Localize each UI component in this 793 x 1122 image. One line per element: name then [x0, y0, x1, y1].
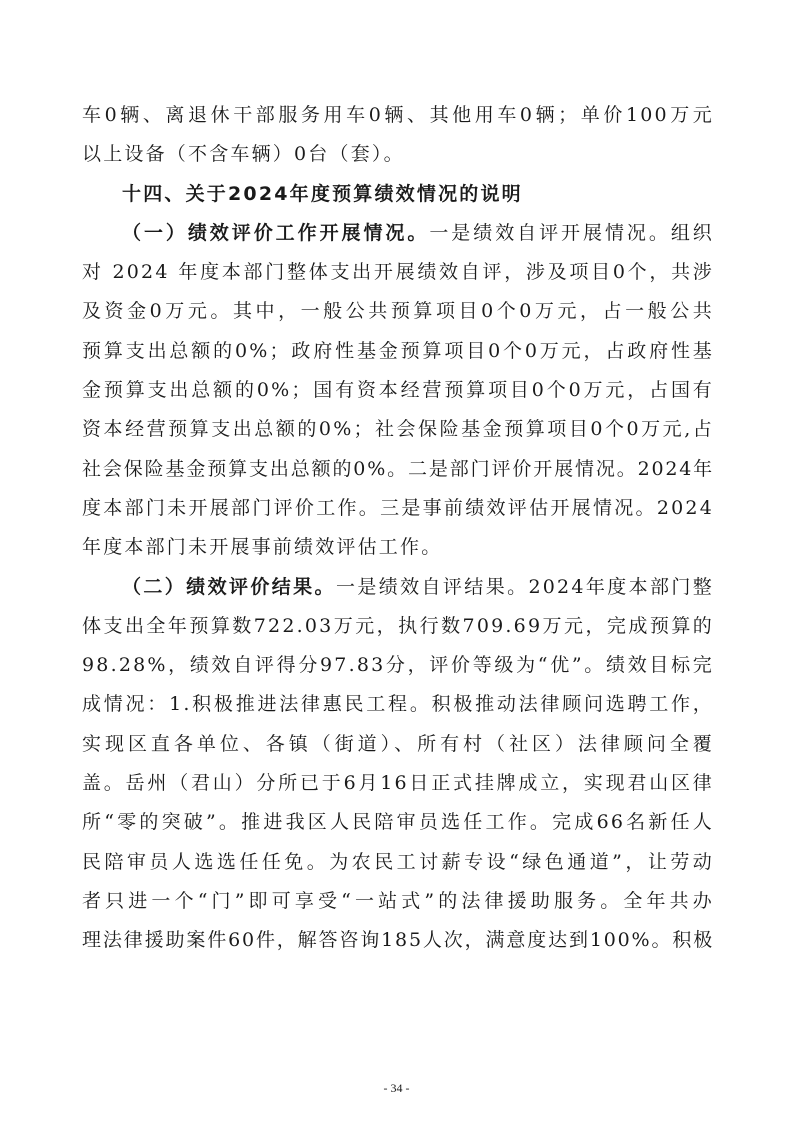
page-number: - 34 -	[383, 1081, 410, 1095]
text-line: 年度本部门未开展事前绩效评估工作。	[82, 536, 443, 559]
text-line: 预算支出总额的0%；政府性基金预算项目0个0万元，占政府性基	[82, 339, 714, 362]
text-span: 一是绩效自评开展情况。组织	[429, 221, 714, 244]
text-line: 车0辆、离退休干部服务用车0辆、其他用车0辆；单价100万元	[82, 104, 714, 126]
subsection-heading: （二）绩效评价结果。	[122, 575, 336, 598]
text-line: 成情况：1.积极推进法律惠民工程。积极推动法律顾问选聘工作，	[82, 693, 714, 716]
text-line: 者只进一个“门”即可享受“一站式”的法律援助服务。全年共办	[82, 889, 714, 912]
text-line: 资本经营预算支出总额的0%；社会保险基金预算项目0个0万元,占	[82, 418, 714, 441]
document-body	[82, 96, 714, 961]
text-line: 度本部门未开展部门评价工作。三是事前绩效评估开展情况。2024	[82, 496, 714, 519]
text-line: 以上设备（不含车辆）0台（套）。	[82, 143, 405, 166]
text-line: 及资金0万元。其中，一般公共预算项目0个0万元，占一般公共	[82, 300, 714, 323]
text-line: 98.28%，绩效自评得分97.83分，评价等级为“优”。绩效目标完	[82, 654, 714, 677]
paragraph-first-line	[82, 214, 714, 253]
paragraph-first-line	[82, 568, 714, 607]
text-line: 理法律援助案件60件，解答咨询185人次，满意度达到100%。积极	[82, 929, 714, 952]
text-line: 体支出全年预算数722.03万元，执行数709.69万元，完成预算的	[82, 614, 714, 637]
subsection-heading: （一）绩效评价工作开展情况。	[122, 221, 430, 244]
text-line: 民陪审员人选选任任免。为农民工讨薪专设“绿色通道”，让劳动	[82, 850, 714, 873]
text-span: 一是绩效自评结果。2024年度本部门整	[335, 575, 714, 598]
text-line: 实现区直各单位、各镇（街道）、所有村（社区）法律顾问全覆	[82, 732, 714, 755]
text-line: 所“零的突破”。推进我区人民陪审员选任工作。完成66名新任人	[82, 811, 714, 834]
section-heading: 十四、关于2024年度预算绩效情况的说明	[122, 182, 523, 205]
text-line: 对 2024 年度本部门整体支出开展绩效自评，涉及项目0个，共涉	[82, 261, 714, 284]
text-line: 盖。岳州（君山）分所已于6月16日正式挂牌成立，实现君山区律	[82, 772, 714, 795]
text-line: 社会保险基金预算支出总额的0%。二是部门评价开展情况。2024年	[82, 457, 714, 480]
text-line: 金预算支出总额的0%；国有资本经营预算项目0个0万元，占国有	[82, 379, 714, 402]
